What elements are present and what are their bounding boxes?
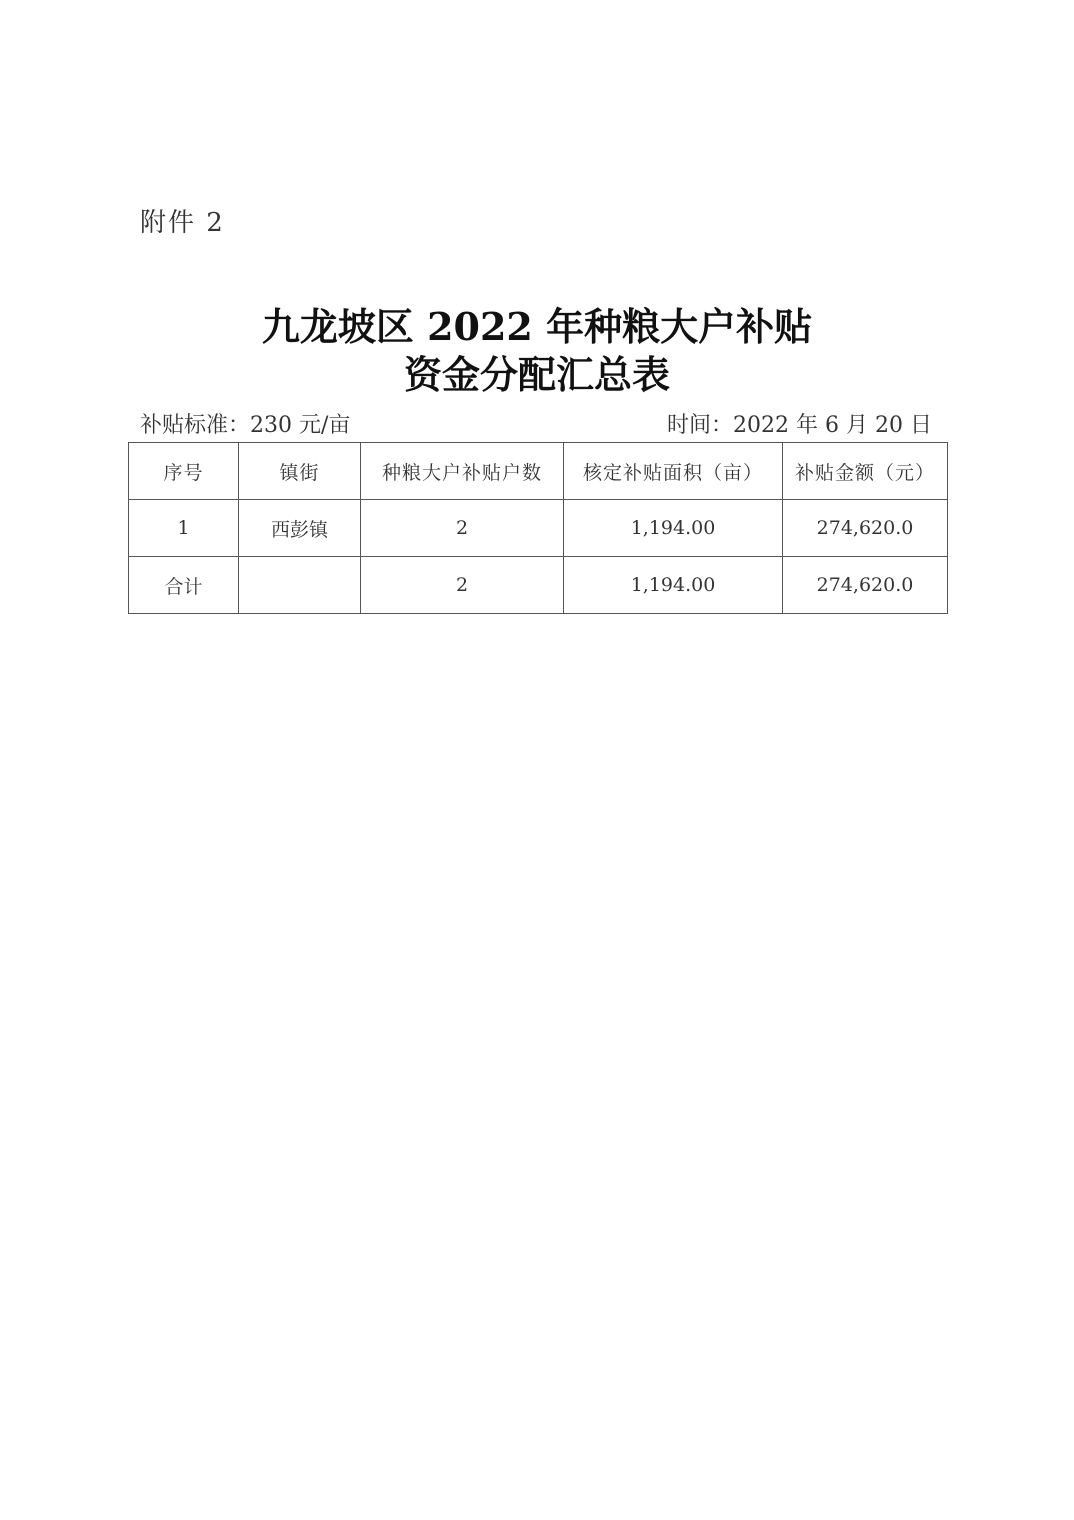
cell-household-count: 2 [361, 557, 564, 614]
header-approved-area: 核定补贴面积（亩） [564, 443, 783, 500]
cell-serial-number: 1 [129, 500, 239, 557]
cell-town [239, 557, 361, 614]
attachment-label: 附件 2 [140, 208, 225, 238]
header-serial-number: 序号 [129, 443, 239, 500]
cell-approved-area: 1,194.00 [564, 500, 783, 557]
cell-total-label: 合计 [129, 557, 239, 614]
cell-household-count: 2 [361, 500, 564, 557]
header-subsidy-amount: 补贴金额（元） [783, 443, 948, 500]
cell-approved-area: 1,194.00 [564, 557, 783, 614]
cell-subsidy-amount: 274,620.0 [783, 557, 948, 614]
table-header-row [129, 443, 948, 500]
subsidy-summary-table [128, 442, 948, 614]
document-title-line-1: 九龙坡区 2022 年种粮大户补贴 [261, 304, 813, 349]
header-town: 镇街 [239, 443, 361, 500]
cell-town: 西彭镇 [239, 500, 361, 557]
subsidy-standard: 补贴标准：230 元/亩 [140, 413, 351, 438]
cell-subsidy-amount: 274,620.0 [783, 500, 948, 557]
table-total-row [129, 557, 948, 614]
header-household-count: 种粮大户补贴户数 [361, 443, 564, 500]
document-title-line-2: 资金分配汇总表 [403, 352, 670, 397]
table-row [129, 500, 948, 557]
document-date: 时间：2022 年 6 月 20 日 [667, 413, 932, 438]
